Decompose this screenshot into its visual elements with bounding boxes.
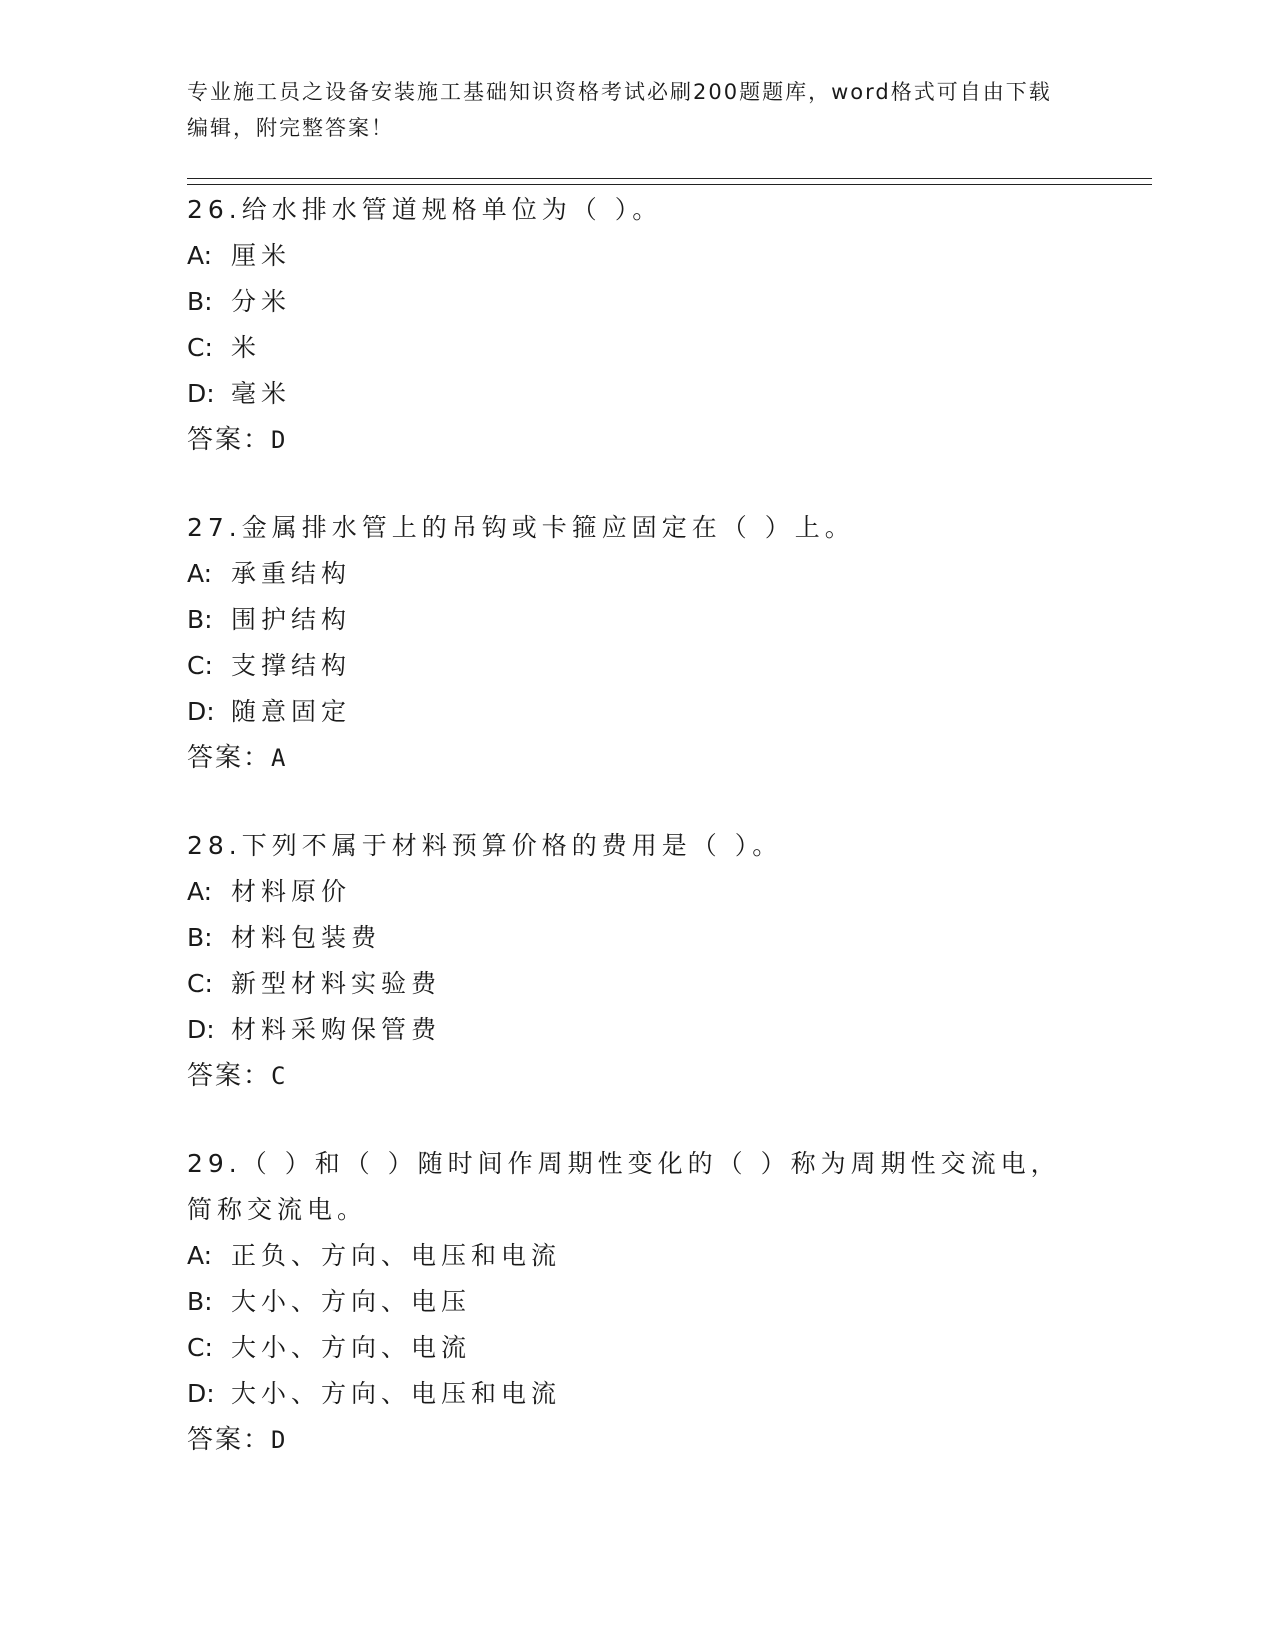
- question-stem: 26.给水排水管道规格单位为（ ）。: [187, 195, 663, 224]
- option-text: 新型材料实验费: [231, 969, 442, 998]
- option-text: 材料采购保管费: [231, 1015, 442, 1044]
- option-letter: D:: [187, 1379, 215, 1408]
- option-letter: A:: [187, 559, 213, 588]
- option-d: [187, 689, 1077, 735]
- header-divider-bottom: [187, 184, 1152, 185]
- question-28: [187, 823, 1077, 1099]
- option-c: [187, 643, 1077, 689]
- answer-label: 答案：: [187, 743, 272, 773]
- option-d: [187, 1007, 1077, 1053]
- option-letter: A:: [187, 241, 213, 270]
- answer-value: D: [271, 426, 286, 454]
- option-d: [187, 1371, 1077, 1417]
- question-27: [187, 505, 1077, 781]
- option-text: 毫米: [231, 379, 292, 408]
- option-letter: D:: [187, 379, 215, 408]
- option-letter: B:: [187, 605, 213, 634]
- option-letter: D:: [187, 697, 215, 726]
- option-letter: A:: [187, 1241, 213, 1270]
- option-text: 大小、方向、电压和电流: [231, 1379, 562, 1408]
- option-b: [187, 915, 1077, 961]
- option-letter: B:: [187, 1287, 213, 1316]
- option-letter: A:: [187, 877, 213, 906]
- option-letter: C:: [187, 651, 213, 680]
- option-text: 分米: [231, 287, 292, 316]
- option-text: 厘米: [231, 241, 292, 270]
- option-letter: C:: [187, 969, 213, 998]
- option-b: [187, 279, 1077, 325]
- option-a: [187, 233, 1077, 279]
- question-stem: 28.下列不属于材料预算价格的费用是（ ）。: [187, 831, 783, 860]
- option-letter: D:: [187, 1015, 215, 1044]
- option-text: 围护结构: [231, 605, 352, 634]
- option-letter: B:: [187, 923, 213, 952]
- question-stem: 27.金属排水管上的吊钩或卡箍应固定在（ ）上。: [187, 513, 855, 542]
- option-text: 支撑结构: [231, 651, 352, 680]
- option-b: [187, 1279, 1077, 1325]
- option-c: [187, 325, 1077, 371]
- answer-value: D: [271, 1426, 286, 1454]
- question-stem: 29.（ ）和（ ）随时间作周期性变化的（ ）称为周期性交流电，简称交流电。: [187, 1149, 1061, 1224]
- answer-line: [187, 1053, 1077, 1099]
- option-a: [187, 551, 1077, 597]
- option-a: [187, 1233, 1077, 1279]
- question-26: [187, 187, 1077, 463]
- option-letter: C:: [187, 1333, 213, 1362]
- answer-value: C: [271, 1062, 286, 1090]
- answer-line: [187, 417, 1077, 463]
- option-letter: B:: [187, 287, 213, 316]
- question-29: [187, 1141, 1077, 1463]
- option-c: [187, 1325, 1077, 1371]
- answer-label: 答案：: [187, 1061, 272, 1091]
- header-divider-top: [187, 178, 1152, 179]
- option-a: [187, 869, 1077, 915]
- answer-line: [187, 1417, 1077, 1463]
- option-text: 材料包装费: [231, 923, 382, 952]
- option-text: 承重结构: [231, 559, 352, 588]
- option-letter: C:: [187, 333, 213, 362]
- answer-label: 答案：: [187, 425, 272, 455]
- option-d: [187, 371, 1077, 417]
- option-b: [187, 597, 1077, 643]
- option-text: 米: [231, 333, 262, 362]
- option-text: 大小、方向、电压: [231, 1287, 472, 1316]
- answer-line: [187, 735, 1077, 781]
- option-text: 随意固定: [231, 697, 352, 726]
- option-text: 材料原价: [231, 877, 352, 906]
- option-text: 正负、方向、电压和电流: [231, 1241, 562, 1270]
- option-text: 大小、方向、电流: [231, 1333, 472, 1362]
- answer-label: 答案：: [187, 1425, 272, 1455]
- option-c: [187, 961, 1077, 1007]
- answer-value: A: [271, 744, 286, 772]
- document-header: 专业施工员之设备安装施工基础知识资格考试必刷200题题库，word格式可自由下载编辑，附完整答案！: [187, 80, 1052, 140]
